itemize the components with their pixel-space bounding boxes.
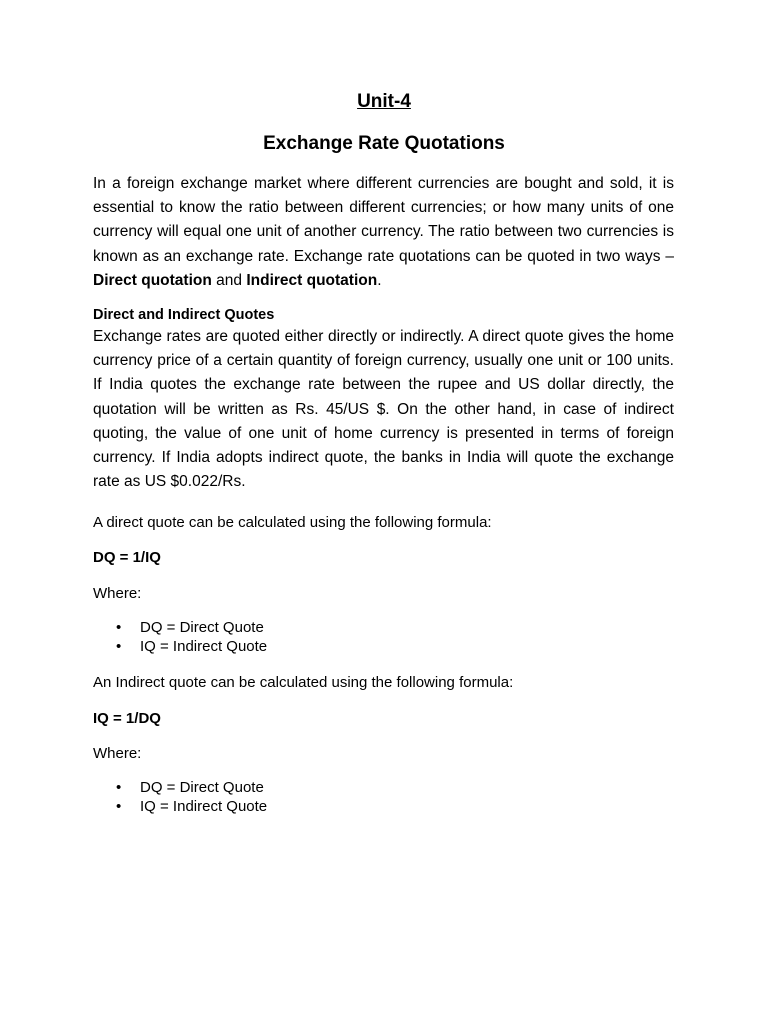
bullet-icon: • bbox=[116, 619, 122, 636]
intro-text-2: and bbox=[211, 271, 247, 289]
direct-quotation-term: Direct quotation bbox=[93, 271, 212, 289]
bullet-icon: • bbox=[116, 637, 122, 655]
list-item bbox=[93, 638, 267, 657]
where-label-1: Where: bbox=[93, 585, 142, 602]
list-item-text: IQ = Indirect Quote bbox=[140, 797, 268, 815]
indirect-quotation-term: Indirect quotation bbox=[246, 271, 378, 289]
indirect-formula-intro: An Indirect quote can be calculated using the following formula: bbox=[93, 674, 514, 691]
intro-paragraph bbox=[93, 172, 674, 293]
list-item bbox=[93, 619, 267, 638]
bullet-icon: • bbox=[116, 797, 122, 815]
definition-list-2 bbox=[93, 779, 267, 816]
section-heading: Direct and Indirect Quotes bbox=[93, 307, 275, 323]
list-item bbox=[93, 779, 267, 798]
page-title: Exchange Rate Quotations bbox=[263, 133, 505, 154]
intro-text-1: In a foreign exchange market where different currencies are bought and sold, it is essential to know the ratio between different currencies; or how many units of one currency will equal one unit of another currency. The ratio between two currencies is known as an exchange rate. Exchange rate quotations can be quoted in two ways – bbox=[93, 175, 674, 265]
section-paragraph: Exchange rates are quoted either directly or indirectly. A direct quote gives the home currency price of a certain quantity of foreign currency, usually one unit or 100 units. If India quotes the exchange rate between the rupee and US dollar directly, the quotation will be written as Rs. 45/US $. On the other hand, in case of indirect quoting, the value of one unit of home currency is presented in terms of foreign currency. If India adopts indirect quote, the banks in India will quote the exchange rate as US $0.022/Rs. bbox=[93, 328, 674, 491]
intro-text-3: . bbox=[377, 271, 382, 289]
definition-list-1 bbox=[93, 619, 267, 656]
list-item-text: IQ = Indirect Quote bbox=[140, 637, 268, 655]
where-label-2: Where: bbox=[93, 745, 142, 762]
list-item-text: DQ = Direct Quote bbox=[140, 779, 264, 796]
bullet-icon: • bbox=[116, 779, 122, 796]
unit-heading: Unit-4 bbox=[357, 91, 411, 112]
direct-formula: DQ = 1/IQ bbox=[93, 549, 161, 566]
direct-formula-intro: A direct quote can be calculated using the following formula: bbox=[93, 514, 492, 531]
indirect-formula: IQ = 1/DQ bbox=[93, 710, 161, 727]
list-item-text: DQ = Direct Quote bbox=[140, 619, 264, 636]
list-item bbox=[93, 798, 267, 817]
